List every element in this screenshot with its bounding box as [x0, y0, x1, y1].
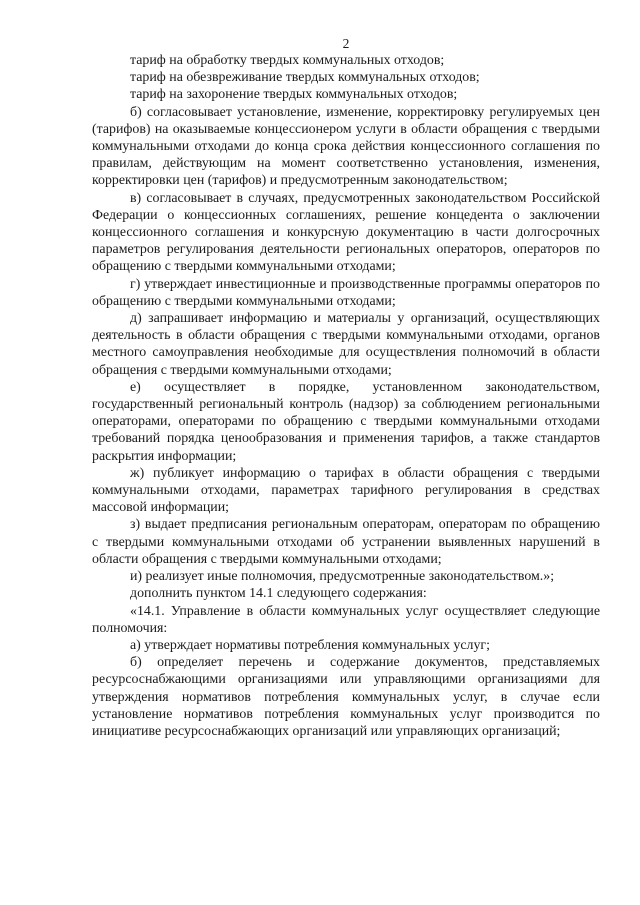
document-body [92, 52, 600, 740]
paragraph: «14.1. Управление в области коммунальных услуг осуществляет следующие полномочия: [92, 603, 600, 636]
paragraph: е) осуществляет в порядке, установленном законодательством, государственный региональный контроль (надзор) за соблюдением региональными операторами, операторами по обращению с твердыми коммунальными отходами требований порядка ценообразования и применения тарифов, а также стандартов раскрытия информации; [92, 379, 600, 464]
paragraph: дополнить пунктом 14.1 следующего содержания: [130, 586, 427, 602]
paragraph: ж) публикует информацию о тарифах в области обращения с твердыми коммунальными отходами, параметрах тарифного регулирования в средствах массовой информации; [92, 465, 600, 516]
page-number: 2 [342, 36, 350, 51]
paragraph: и) реализует иные полномочия, предусмотренные законодательством.»; [130, 569, 555, 585]
paragraph: б) определяет перечень и содержание документов, представляемых ресурсоснабжающими организациями или управляющими организациями для утверждения нормативов потребления коммунальных услуг, в случае если установление нормативов потребления коммунальных услуг производится по инициативе ресурсоснабжающих организаций или управляющих организаций; [92, 655, 600, 739]
paragraph: г) утверждает инвестиционные и производственные программы операторов по обращению с твердыми коммунальными отходами; [92, 276, 600, 309]
paragraph: в) согласовывает в случаях, предусмотренных законодательством Российской Федерации о концессионных соглашениях, решение концедента о заключении концессионного соглашения и конкурсную документацию в части долгосрочных параметров регулирования деятельности региональных операторов, операторов по обращению с твердыми коммунальными отходами; [92, 190, 600, 275]
paragraph: д) запрашивает информацию и материалы у организаций, осуществляющих деятельность в области обращения с твердыми коммунальными отходами, органов местного самоуправления необходимые для осуществления полномочий в области обращения с твердыми коммунальными отходами; [92, 311, 600, 378]
paragraph: тариф на обезвреживание твердых коммунальных отходов; [130, 70, 480, 86]
paragraph: а) утверждает нормативы потребления коммунальных услуг; [130, 637, 490, 653]
paragraph: тариф на обработку твердых коммунальных отходов; [130, 53, 445, 68]
paragraph: б) согласовывает установление, изменение, корректировку регулируемых цен (тарифов) на оказываемые концессионером услуги в области обращения с твердыми коммунальными отходами до конца срока действия концессионного соглашения по правилам, действующим на момент соответственно установления, изменения, корректировки цен (тарифов) и предусмотренным законодательством; [92, 104, 600, 189]
paragraph: тариф на захоронение твердых коммунальных отходов; [130, 87, 458, 103]
paragraph: з) выдает предписания региональным операторам, операторам по обращению с твердыми коммунальными отходами об устранении выявленных нарушений в области обращения с твердыми коммунальными отходами; [92, 517, 600, 567]
